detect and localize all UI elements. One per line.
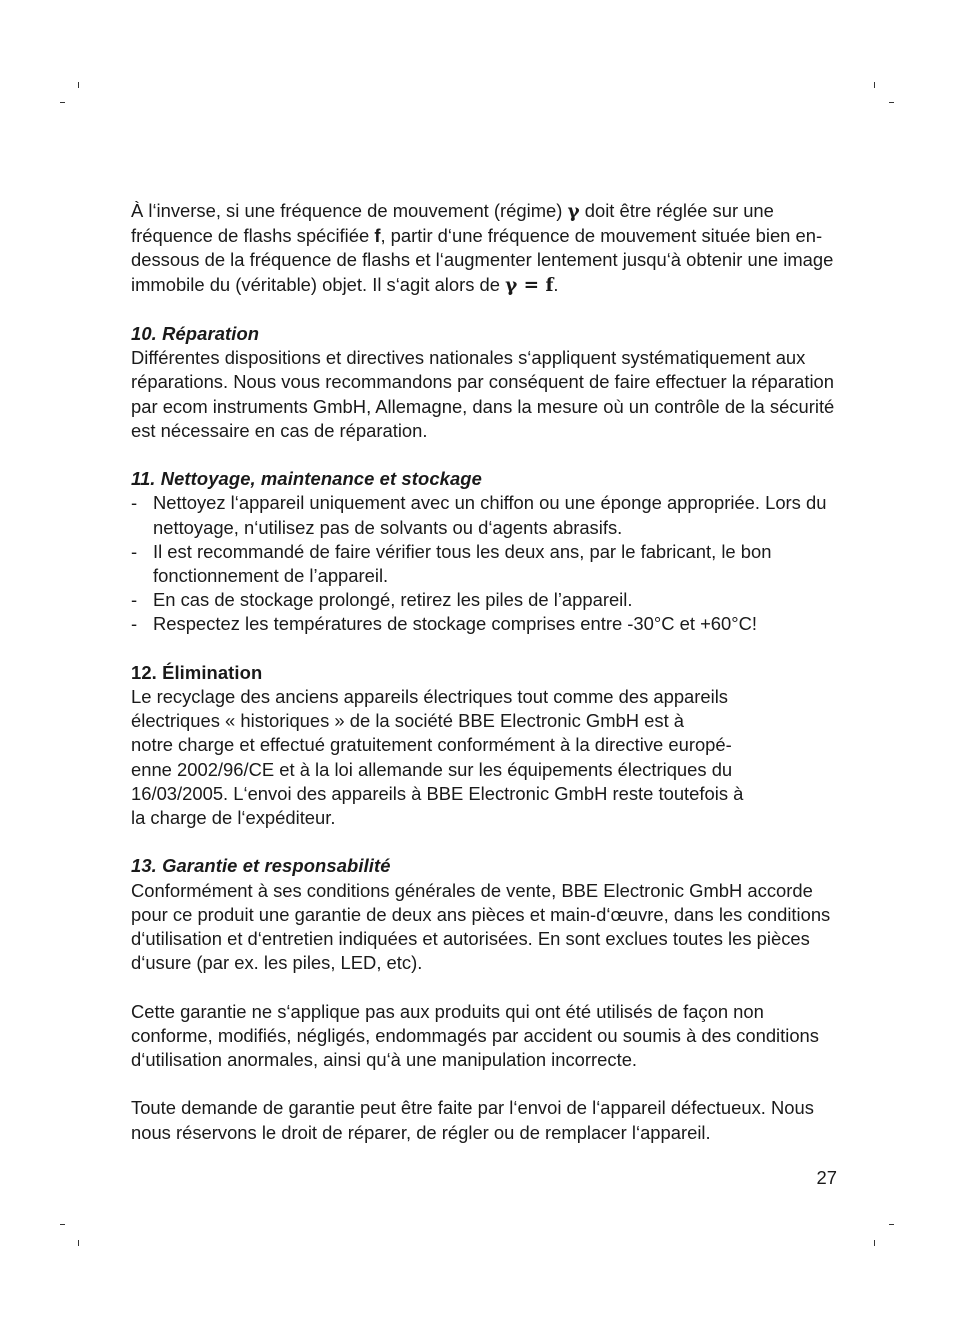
section-12-heading: 12. Élimination [131,661,263,683]
crop-mark-top-left-vertical [78,82,79,88]
warranty-paragraph-3: Toute demande de garantie peut être faite par l‘envoi de l‘appareil défectueux. Nous nous réservons le droit de réparer, de régler ou de remplacer l‘appareil. [131,1097,814,1143]
list-dash: - [131,540,138,562]
crop-mark-top-right-horizontal [889,102,894,103]
list-item-text: En cas de stockage prolongé, retirez les piles de l’appareil. [153,589,633,611]
list-item [131,540,837,588]
list-item [131,612,837,636]
intro-paragraph [131,199,837,298]
list-item-text: Il est recommandé de faire vérifier tous les deux ans, par le fabricant, le bon fonctionnement de l’appareil. [153,540,772,587]
section-12-line: notre charge et effectué gratuitement conformément à la directive europé- [131,734,732,756]
section-12-line: électriques « historiques » de la société BBE Electronic GmbH est à [131,710,685,732]
f-symbol: f [374,225,381,247]
list-dash: - [131,613,138,635]
intro-text-1: À l‘inverse, si une fréquence de mouvement (régime) [131,200,568,221]
crop-mark-top-left-horizontal [60,102,65,103]
gamma-equals-f-equation: γ = f [505,274,554,296]
warranty-paragraph-2: Cette garantie ne s‘applique pas aux produits qui ont été utilisés de façon non conforme, modifiés, négligés, endommagés par accident ou soumis à des conditions d‘utilisation anormales, ainsi qu‘à une manipulation incorrecte. [131,1000,819,1071]
crop-mark-bottom-left-vertical [78,1240,79,1246]
list-dash: - [131,589,138,611]
list-item [131,588,837,612]
section-10-body: Différentes dispositions et directives nationales s‘appliquent systématiquement aux réparations. Nous vous recommandons par conséquent de faire effectuer la réparation par ecom instruments GmbH, Allemagne, dans la mesure où un contrôle de la sécurité est nécessaire en cas de réparation. [131,347,835,441]
maintenance-list [131,491,837,636]
list-item [131,491,837,539]
section-12-line: Le recyclage des anciens appareils électriques tout comme des appareils [131,686,729,708]
section-11-heading: 11. Nettoyage, maintenance et stockage [131,468,482,490]
section-12-line: la charge de l‘expéditeur. [131,807,336,829]
list-item-text: Respectez les températures de stockage comprises entre -30°C et +60°C! [153,613,758,635]
list-dash: - [131,492,138,514]
intro-text-2: doit être réglée sur une fréquence de flashs spécifiée [131,200,774,247]
intro-text-3: , partir d‘une fréquence de mouvement située bien en-dessous de la fréquence de flashs et l‘augmenter lentement jusqu‘à obtenir une image immobile du (véritable) objet. Il s‘agit alors de [131,225,834,295]
crop-mark-bottom-left-horizontal [60,1224,65,1225]
crop-mark-bottom-right-horizontal [889,1224,894,1225]
intro-text-4: . [553,273,559,295]
page-content [131,199,837,1145]
list-item-text: Nettoyez l‘appareil uniquement avec un chiffon ou une éponge appropriée. Lors du nettoyage, n‘utilisez pas de solvants ou d‘agents abrasifs. [153,492,827,538]
section-12-line: enne 2002/96/CE et à la loi allemande sur les équipements électriques du [131,758,733,780]
gamma-symbol: γ [567,201,580,222]
section-13-heading: 13. Garantie et responsabilité [131,855,391,877]
page-number: 27 [816,1167,837,1188]
section-12-body [131,685,837,830]
crop-mark-bottom-right-vertical [874,1240,875,1246]
crop-mark-top-right-vertical [874,82,875,88]
warranty-paragraph-1: Conformément à ses conditions générales de vente, BBE Electronic GmbH accorde pour ce produit une garantie de deux ans pièces et main-d‘œuvre, dans les conditions d‘utilisation et d‘entretien indiquées et autorisées. En sont exclues toutes les pièces d‘usure (par ex. les piles, LED, etc). [131,879,831,974]
section-10-heading: 10. Réparation [131,323,260,344]
section-12-line: 16/03/2005. L‘envoi des appareils à BBE Electronic GmbH reste toutefois à [131,782,744,804]
